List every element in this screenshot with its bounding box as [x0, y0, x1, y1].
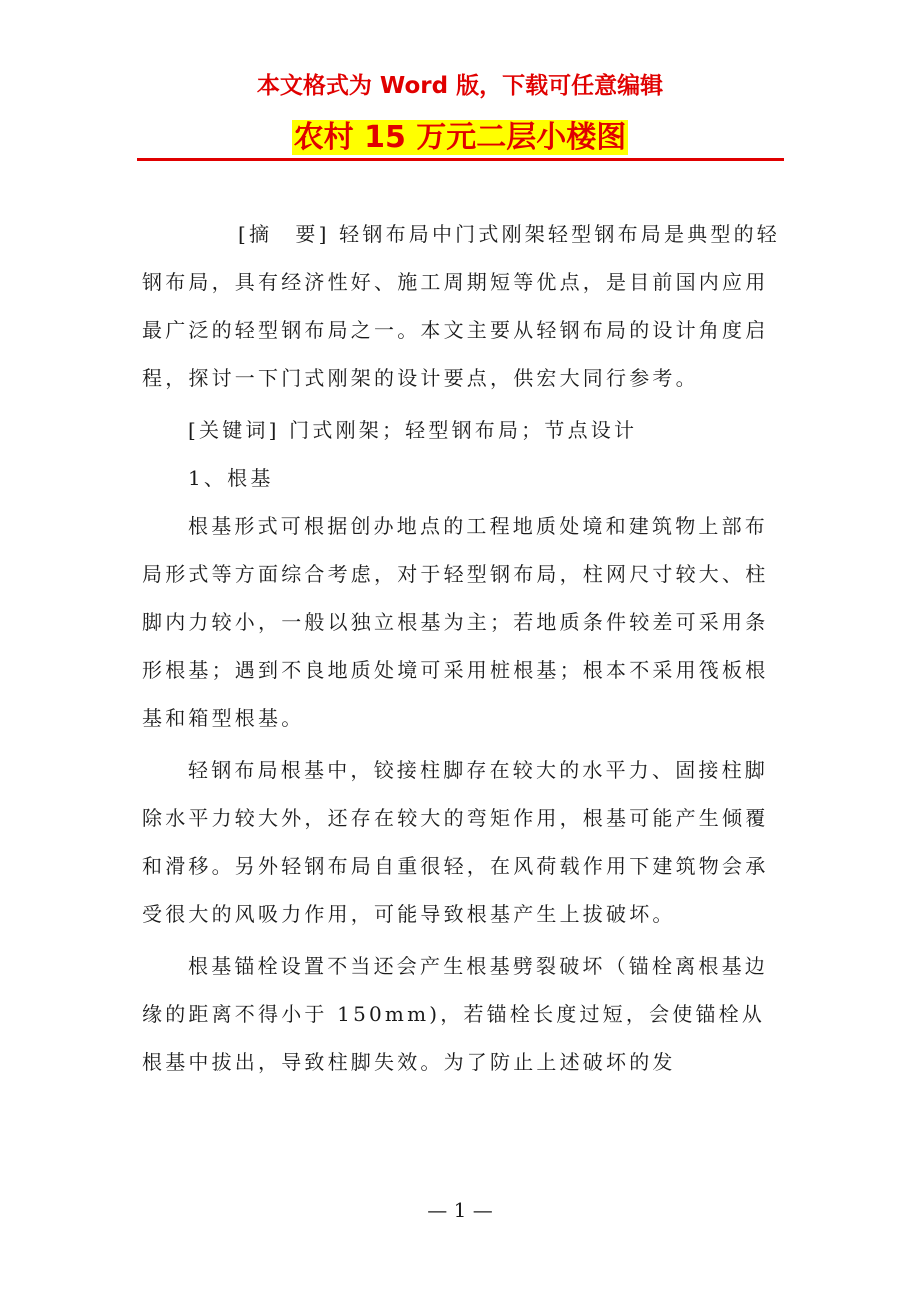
document-title	[0, 114, 920, 160]
abstract-paragraph: [摘 要] 轻钢布局中门式刚架轻型钢布局是典型的轻钢布局，具有经济性好、施工周期短等优点，是目前国内应用最广泛的轻型钢布局之一。本文主要从轻钢布局的设计角度启程，探讨一下门式刚架的设计要点，供宏大同行参考。	[142, 222, 780, 390]
body-paragraph: 根基锚栓设置不当还会产生根基劈裂破坏（锚栓离根基边缘的距离不得小于 150mm)，若锚栓长度过短，会使锚栓从根基中拔出，导致柱脚失效。为了防止上述破坏的发	[142, 954, 768, 1074]
document-title-text: 农村 15 万元二层小楼图	[293, 120, 627, 155]
page-number: — 1 —	[427, 1198, 493, 1222]
section-heading: 1、根基	[188, 466, 274, 490]
document-body	[142, 210, 782, 1086]
body-paragraph: 根基形式可根据创办地点的工程地质处境和建筑物上部布局形式等方面综合考虑，对于轻型钢布局，柱网尺寸较大、柱脚内力较小，一般以独立根基为主；若地质条件较差可采用条形根基；遇到不良地质处境可采用桩根基；根本不采用筏板根基和箱型根基。	[142, 514, 769, 730]
body-paragraph: 轻钢布局根基中，铰接柱脚存在较大的水平力、固接柱脚除水平力较大外，还存在较大的弯矩作用，根基可能产生倾覆和滑移。另外轻钢布局自重很轻，在风荷载作用下建筑物会承受很大的风吸力作用，可能导致根基产生上拔破坏。	[142, 758, 769, 926]
keywords-paragraph: [关键词] 门式刚架；轻型钢布局；节点设计	[188, 418, 638, 442]
title-divider	[137, 158, 784, 161]
edit-notice: 本文格式为 Word 版，下载可任意编辑	[256, 73, 664, 99]
